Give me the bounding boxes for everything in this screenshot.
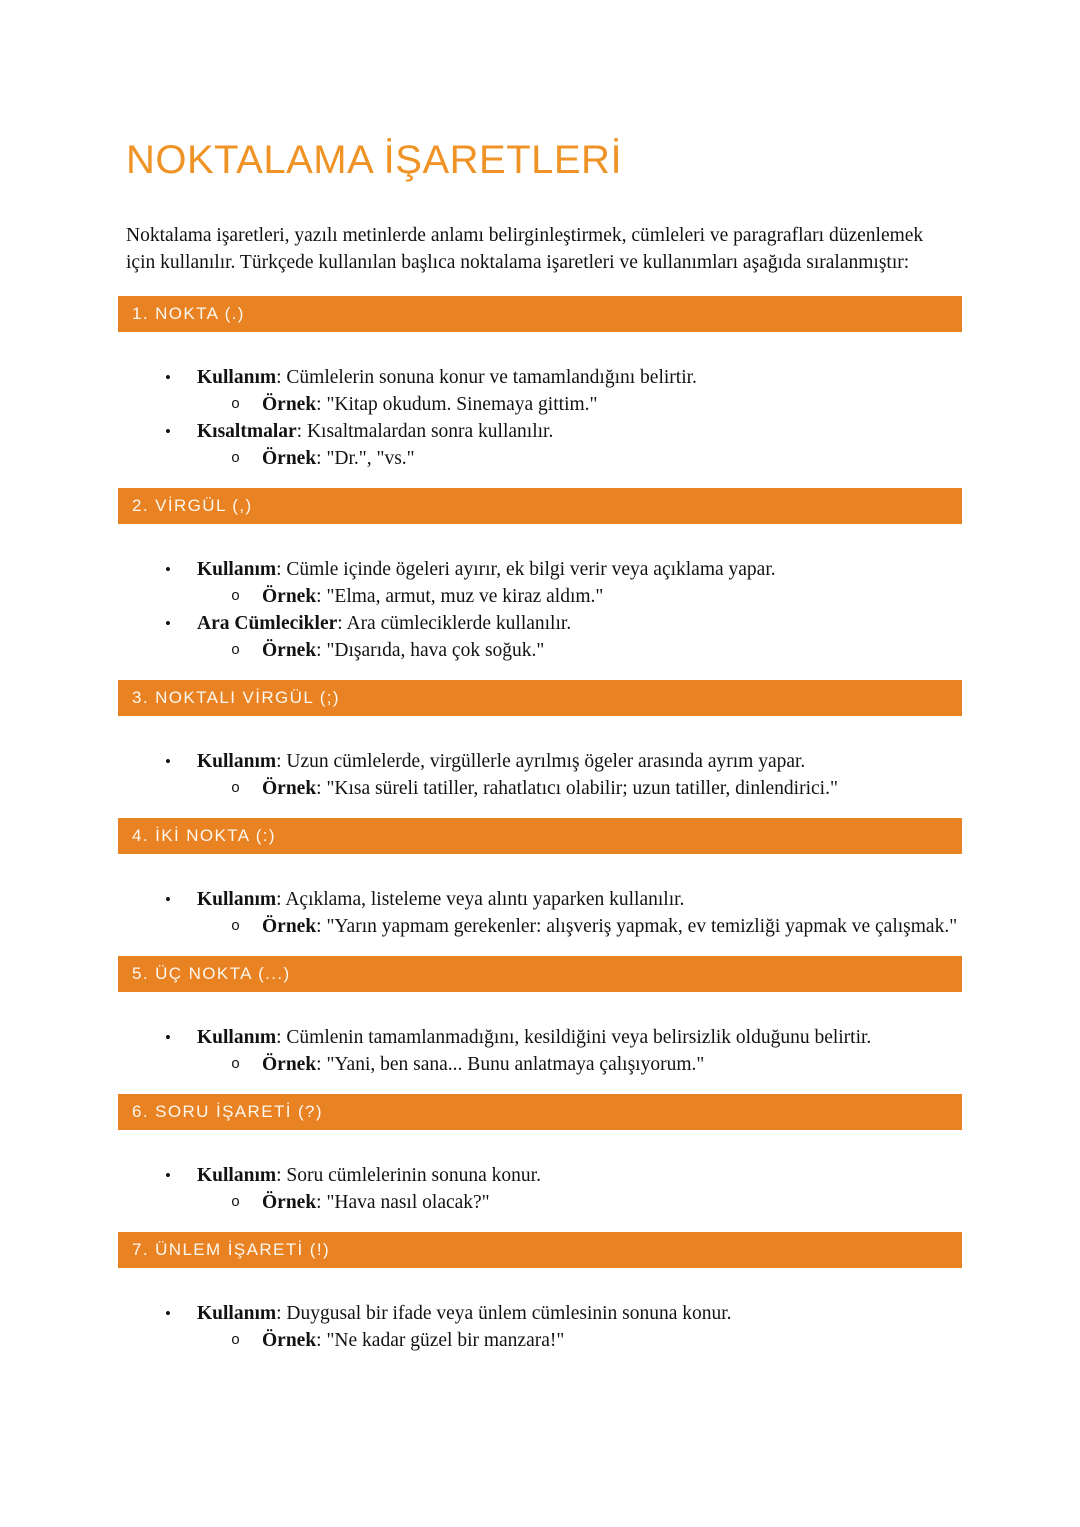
section-list [118,556,962,664]
section-list [118,1024,962,1078]
bullet-circle-icon: o [231,780,241,797]
list-item-row [118,913,962,940]
section [118,1232,962,1354]
section-heading: 7. ÜNLEM İŞARETİ (!) [118,1232,962,1268]
bullet-circle-icon: o [231,918,241,935]
list-item-text: Örnek: "Kısa süreli tatiller, rahatlatıcı olabilir; uzun tatiller, dinlendirici." [262,778,838,799]
section-list [118,886,962,940]
bullet-circle-icon: o [231,1056,241,1073]
item-label: Örnek [262,1192,317,1213]
section-heading: 3. NOKTALI VİRGÜL (;) [118,680,962,716]
list-item-row [118,583,962,610]
list-item-text: Kullanım: Cümle içinde ögeleri ayırır, ek bilgi verir veya açıklama yapar. [197,559,776,580]
section-heading: 5. ÜÇ NOKTA (...) [118,956,962,992]
list-item-row [118,445,962,472]
item-label: Ara Cümlecikler [197,613,338,634]
item-label: Kullanım [197,1027,277,1048]
item-label: Örnek [262,394,317,415]
list-item-row [118,637,962,664]
item-label: Örnek [262,448,317,469]
bullet-dot-icon: • [165,1166,171,1185]
list-item-row [118,1189,962,1216]
section-heading: 2. VİRGÜL (,) [118,488,962,524]
section-list [118,1162,962,1216]
list-item-row [118,1327,962,1354]
list-item [118,610,962,664]
item-label: Örnek [262,586,317,607]
list-item-text: Örnek: "Elma, armut, muz ve kiraz aldım." [262,586,604,607]
list-item-row [118,775,962,802]
bullet-dot-icon: • [165,368,171,387]
item-label: Örnek [262,640,317,661]
bullet-circle-icon: o [231,1332,241,1349]
item-label: Örnek [262,778,317,799]
list-item-text: Kullanım: Açıklama, listeleme veya alıntı yaparken kullanılır. [197,889,685,910]
list-item-text: Kullanım: Soru cümlelerinin sonuna konur. [197,1165,541,1186]
list-item [118,748,962,802]
bullet-dot-icon: • [165,1304,171,1323]
list-item-text: Örnek: "Dışarıda, hava çok soğuk." [262,640,545,661]
item-label: Kullanım [197,1165,277,1186]
section [118,818,962,940]
list-item [118,418,962,472]
list-item [118,886,962,940]
item-label: Kullanım [197,367,277,388]
section-heading: 6. SORU İŞARETİ (?) [118,1094,962,1130]
list-item-text: Kullanım: Uzun cümlelerde, virgüllerle ayrılmış ögeler arasında ayrım yapar. [197,751,806,772]
list-item-text: Örnek: "Yani, ben sana... Bunu anlatmaya çalışıyorum." [262,1054,705,1075]
list-item [118,1024,962,1078]
list-item-text: Kullanım: Cümlenin tamamlanmadığını, kesildiğini veya belirsizlik olduğunu belirtir. [197,1027,872,1048]
item-label: Kullanım [197,751,277,772]
list-item-text: Örnek: "Ne kadar güzel bir manzara!" [262,1330,565,1351]
list-item-text: Örnek: "Yarın yapmam gerekenler: alışveriş yapmak, ev temizliği yapmak ve çalışmak." [262,916,958,937]
bullet-dot-icon: • [165,614,171,633]
section-heading: 4. İKİ NOKTA (:) [118,818,962,854]
list-item-text: Ara Cümlecikler: Ara cümleciklerde kullanılır. [197,613,572,634]
item-label: Örnek [262,1054,317,1075]
bullet-dot-icon: • [165,890,171,909]
intro-paragraph: Noktalama işaretleri, yazılı metinlerde anlamı belirginleştirmek, cümleleri ve paragrafları düzenlemek için kullanılır. Türkçede kullanılan başlıca noktalama işaretleri ve kullanımları aşağıda sıralanmıştır: [126,225,924,273]
item-label: Örnek [262,1330,317,1351]
bullet-circle-icon: o [231,1194,241,1211]
list-item-row [118,748,962,775]
bullet-circle-icon: o [231,588,241,605]
list-item-row [118,1024,962,1051]
item-label: Kullanım [197,1303,277,1324]
list-item [118,556,962,610]
section-heading: 1. NOKTA (.) [118,296,962,332]
section-list [118,364,962,472]
section [118,296,962,472]
page-title: NOKTALAMA İŞARETLERİ [126,138,623,182]
list-item-row [118,1300,962,1327]
bullet-dot-icon: • [165,422,171,441]
bullet-circle-icon: o [231,450,241,467]
bullet-dot-icon: • [165,752,171,771]
section [118,956,962,1078]
list-item-row [118,1051,962,1078]
item-label: Kullanım [197,559,277,580]
list-item-text: Örnek: "Dr.", "vs." [262,448,415,469]
list-item [118,1162,962,1216]
bullet-circle-icon: o [231,396,241,413]
list-item-row [118,391,962,418]
item-label: Örnek [262,916,317,937]
item-label: Kullanım [197,889,277,910]
bullet-dot-icon: • [165,560,171,579]
list-item-row [118,418,962,445]
list-item-row [118,1162,962,1189]
section-list [118,748,962,802]
list-item-text: Kullanım: Duygusal bir ifade veya ünlem cümlesinin sonuna konur. [197,1303,732,1324]
list-item-row [118,610,962,637]
sections-container [118,296,962,1354]
section [118,488,962,664]
list-item [118,1300,962,1354]
list-item-row [118,556,962,583]
item-label: Kısaltmalar [197,421,297,442]
list-item [118,364,962,418]
list-item-row [118,364,962,391]
list-item-text: Kısaltmalar: Kısaltmalardan sonra kullanılır. [197,421,554,442]
list-item-row [118,886,962,913]
section-list [118,1300,962,1354]
list-item-text: Örnek: "Hava nasıl olacak?" [262,1192,490,1213]
list-item-text: Örnek: "Kitap okudum. Sinemaya gittim." [262,394,598,415]
bullet-dot-icon: • [165,1028,171,1047]
section [118,680,962,802]
bullet-circle-icon: o [231,642,241,659]
section [118,1094,962,1216]
list-item-text: Kullanım: Cümlelerin sonuna konur ve tamamlandığını belirtir. [197,367,697,388]
